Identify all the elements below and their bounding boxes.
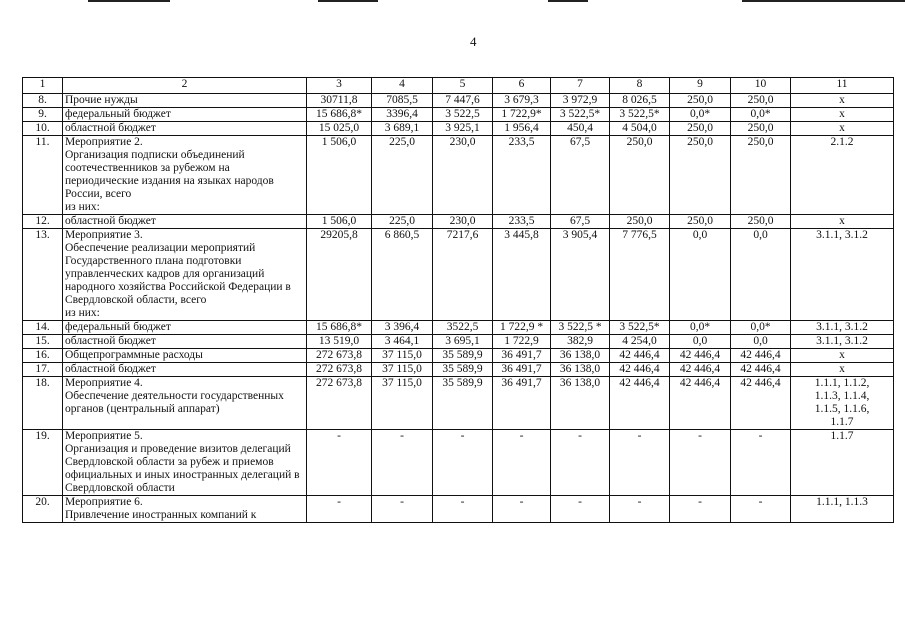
value-col-3: 29205,8 xyxy=(307,229,372,321)
value-col-3: 30711,8 xyxy=(307,94,372,108)
table-row xyxy=(23,430,894,496)
value-col-6: 233,5 xyxy=(493,215,551,229)
row-number: 10. xyxy=(23,122,63,136)
top-rule xyxy=(88,0,170,2)
value-col-10: 0,0 xyxy=(731,229,791,321)
column-header: 10 xyxy=(731,78,791,94)
value-col-7: 36 138,0 xyxy=(551,363,610,377)
value-col-10: 250,0 xyxy=(731,94,791,108)
value-col-4: 37 115,0 xyxy=(372,349,433,363)
top-rule xyxy=(742,0,905,2)
value-col-8: 42 446,4 xyxy=(610,377,670,430)
row-name: Общепрограммные расходы xyxy=(63,349,307,363)
value-col-3: 15 686,8* xyxy=(307,321,372,335)
value-col-4: 7085,5 xyxy=(372,94,433,108)
column-header: 3 xyxy=(307,78,372,94)
value-col-5: 230,0 xyxy=(433,136,493,215)
target-codes: 1.1.7 xyxy=(791,430,894,496)
table-row xyxy=(23,377,894,430)
value-col-4: 37 115,0 xyxy=(372,377,433,430)
value-col-6: 1 956,4 xyxy=(493,122,551,136)
value-col-3: 272 673,8 xyxy=(307,349,372,363)
row-number: 12. xyxy=(23,215,63,229)
value-col-8: 8 026,5 xyxy=(610,94,670,108)
value-col-9: - xyxy=(670,430,731,496)
target-codes: 1.1.1, 1.1.3 xyxy=(791,496,894,523)
value-col-8: 3 522,5* xyxy=(610,321,670,335)
target-codes: х xyxy=(791,349,894,363)
table-row xyxy=(23,321,894,335)
row-name: областной бюджет xyxy=(63,363,307,377)
value-col-6: 3 679,3 xyxy=(493,94,551,108)
value-col-7: - xyxy=(551,430,610,496)
value-col-3: 272 673,8 xyxy=(307,377,372,430)
row-number: 9. xyxy=(23,108,63,122)
value-col-8: - xyxy=(610,430,670,496)
value-col-3: 15 025,0 xyxy=(307,122,372,136)
table-body xyxy=(23,78,894,523)
value-col-3: 272 673,8 xyxy=(307,363,372,377)
value-col-9: 42 446,4 xyxy=(670,363,731,377)
row-number: 13. xyxy=(23,229,63,321)
value-col-5: - xyxy=(433,496,493,523)
value-col-7: 67,5 xyxy=(551,136,610,215)
value-col-3: 13 519,0 xyxy=(307,335,372,349)
value-col-10: - xyxy=(731,496,791,523)
value-col-7: 3 905,4 xyxy=(551,229,610,321)
value-col-5: 230,0 xyxy=(433,215,493,229)
value-col-7: 450,4 xyxy=(551,122,610,136)
column-header: 2 xyxy=(63,78,307,94)
row-number: 14. xyxy=(23,321,63,335)
value-col-6: 36 491,7 xyxy=(493,363,551,377)
target-codes: 3.1.1, 3.1.2 xyxy=(791,335,894,349)
value-col-4: 3 689,1 xyxy=(372,122,433,136)
value-col-10: 250,0 xyxy=(731,136,791,215)
value-col-9: 42 446,4 xyxy=(670,377,731,430)
column-header: 7 xyxy=(551,78,610,94)
table-row xyxy=(23,335,894,349)
table-row xyxy=(23,363,894,377)
top-rule xyxy=(548,0,588,2)
value-col-8: - xyxy=(610,496,670,523)
value-col-3: - xyxy=(307,430,372,496)
row-number: 16. xyxy=(23,349,63,363)
value-col-4: 3396,4 xyxy=(372,108,433,122)
value-col-8: 7 776,5 xyxy=(610,229,670,321)
value-col-9: 250,0 xyxy=(670,94,731,108)
row-name: федеральный бюджет xyxy=(63,321,307,335)
value-col-5: 7 447,6 xyxy=(433,94,493,108)
value-col-8: 42 446,4 xyxy=(610,349,670,363)
value-col-7: 3 522,5 * xyxy=(551,321,610,335)
target-codes: 2.1.2 xyxy=(791,136,894,215)
target-codes: х xyxy=(791,122,894,136)
column-header: 6 xyxy=(493,78,551,94)
value-col-8: 4 504,0 xyxy=(610,122,670,136)
row-number: 15. xyxy=(23,335,63,349)
value-col-10: 0,0 xyxy=(731,335,791,349)
target-codes: х xyxy=(791,215,894,229)
value-col-7: 36 138,0 xyxy=(551,377,610,430)
value-col-6: - xyxy=(493,496,551,523)
value-col-7: 3 972,9 xyxy=(551,94,610,108)
row-number: 19. xyxy=(23,430,63,496)
value-col-9: 0,0 xyxy=(670,229,731,321)
value-col-8: 250,0 xyxy=(610,136,670,215)
value-col-6: 1 722,9* xyxy=(493,108,551,122)
column-header: 5 xyxy=(433,78,493,94)
value-col-6: 1 722,9 xyxy=(493,335,551,349)
table-row xyxy=(23,229,894,321)
column-header: 11 xyxy=(791,78,894,94)
value-col-8: 250,0 xyxy=(610,215,670,229)
row-name: областной бюджет xyxy=(63,122,307,136)
value-col-9: - xyxy=(670,496,731,523)
row-name: Мероприятие 3. Обеспечение реализации мероприятий Государственного плана подготовки управленческих кадров для организаций народного хозяйства Российской Федерации в Свердловской области, всего из них: xyxy=(63,229,307,321)
value-col-10: 42 446,4 xyxy=(731,363,791,377)
target-codes: 1.1.1, 1.1.2, 1.1.3, 1.1.4, 1.1.5, 1.1.6, 1.1.7 xyxy=(791,377,894,430)
row-name: областной бюджет xyxy=(63,335,307,349)
value-col-10: 0,0* xyxy=(731,321,791,335)
value-col-5: 35 589,9 xyxy=(433,349,493,363)
value-col-6: 1 722,9 * xyxy=(493,321,551,335)
value-col-7: 382,9 xyxy=(551,335,610,349)
value-col-6: 36 491,7 xyxy=(493,377,551,430)
row-number: 17. xyxy=(23,363,63,377)
budget-table xyxy=(22,77,894,523)
value-col-9: 0,0 xyxy=(670,335,731,349)
row-name: Мероприятие 5. Организация и проведение визитов делегаций Свердловской области за рубеж и приемов официальных и иных иностранных делегаций в Свердловской области xyxy=(63,430,307,496)
value-col-9: 42 446,4 xyxy=(670,349,731,363)
value-col-3: 1 506,0 xyxy=(307,136,372,215)
row-number: 8. xyxy=(23,94,63,108)
page-number: 4 xyxy=(470,34,477,49)
row-name: федеральный бюджет xyxy=(63,108,307,122)
table-row xyxy=(23,215,894,229)
target-codes: 3.1.1, 3.1.2 xyxy=(791,321,894,335)
value-col-10: 0,0* xyxy=(731,108,791,122)
table-row xyxy=(23,122,894,136)
value-col-4: 37 115,0 xyxy=(372,363,433,377)
table-row xyxy=(23,496,894,523)
value-col-4: - xyxy=(372,430,433,496)
column-header: 4 xyxy=(372,78,433,94)
value-col-10: - xyxy=(731,430,791,496)
value-col-5: 7217,6 xyxy=(433,229,493,321)
target-codes: х xyxy=(791,363,894,377)
value-col-4: 3 464,1 xyxy=(372,335,433,349)
table-row xyxy=(23,349,894,363)
row-number: 20. xyxy=(23,496,63,523)
value-col-9: 250,0 xyxy=(670,215,731,229)
value-col-4: 3 396,4 xyxy=(372,321,433,335)
value-col-5: 35 589,9 xyxy=(433,363,493,377)
value-col-5: 3 695,1 xyxy=(433,335,493,349)
value-col-6: 36 491,7 xyxy=(493,349,551,363)
target-codes: х xyxy=(791,108,894,122)
value-col-8: 3 522,5* xyxy=(610,108,670,122)
table-row xyxy=(23,108,894,122)
value-col-10: 250,0 xyxy=(731,215,791,229)
row-name: областной бюджет xyxy=(63,215,307,229)
target-codes: 3.1.1, 3.1.2 xyxy=(791,229,894,321)
row-name: Мероприятие 2. Организация подписки объединений соотечественников за рубежом на периодические издания на языках народов России, всего из них: xyxy=(63,136,307,215)
value-col-5: 35 589,9 xyxy=(433,377,493,430)
table-row xyxy=(23,136,894,215)
target-codes: х xyxy=(791,94,894,108)
value-col-6: - xyxy=(493,430,551,496)
value-col-10: 250,0 xyxy=(731,122,791,136)
value-col-5: - xyxy=(433,430,493,496)
row-name: Прочие нужды xyxy=(63,94,307,108)
value-col-4: 6 860,5 xyxy=(372,229,433,321)
value-col-3: - xyxy=(307,496,372,523)
value-col-7: - xyxy=(551,496,610,523)
value-col-7: 3 522,5* xyxy=(551,108,610,122)
value-col-8: 42 446,4 xyxy=(610,363,670,377)
value-col-7: 67,5 xyxy=(551,215,610,229)
value-col-10: 42 446,4 xyxy=(731,377,791,430)
value-col-10: 42 446,4 xyxy=(731,349,791,363)
value-col-6: 3 445,8 xyxy=(493,229,551,321)
value-col-4: - xyxy=(372,496,433,523)
top-rule xyxy=(318,0,378,2)
column-header: 9 xyxy=(670,78,731,94)
value-col-4: 225,0 xyxy=(372,215,433,229)
value-col-9: 250,0 xyxy=(670,136,731,215)
value-col-5: 3 522,5 xyxy=(433,108,493,122)
row-number: 11. xyxy=(23,136,63,215)
table-row xyxy=(23,94,894,108)
value-col-7: 36 138,0 xyxy=(551,349,610,363)
value-col-8: 4 254,0 xyxy=(610,335,670,349)
row-name: Мероприятие 6. Привлечение иностранных компаний к xyxy=(63,496,307,523)
value-col-3: 1 506,0 xyxy=(307,215,372,229)
value-col-4: 225,0 xyxy=(372,136,433,215)
row-name: Мероприятие 4. Обеспечение деятельности государственных органов (центральный аппарат) xyxy=(63,377,307,430)
column-header: 8 xyxy=(610,78,670,94)
table-header-row xyxy=(23,78,894,94)
value-col-3: 15 686,8* xyxy=(307,108,372,122)
value-col-5: 3522,5 xyxy=(433,321,493,335)
value-col-5: 3 925,1 xyxy=(433,122,493,136)
value-col-9: 0,0* xyxy=(670,321,731,335)
value-col-9: 0,0* xyxy=(670,108,731,122)
value-col-6: 233,5 xyxy=(493,136,551,215)
value-col-9: 250,0 xyxy=(670,122,731,136)
column-header: 1 xyxy=(23,78,63,94)
row-number: 18. xyxy=(23,377,63,430)
